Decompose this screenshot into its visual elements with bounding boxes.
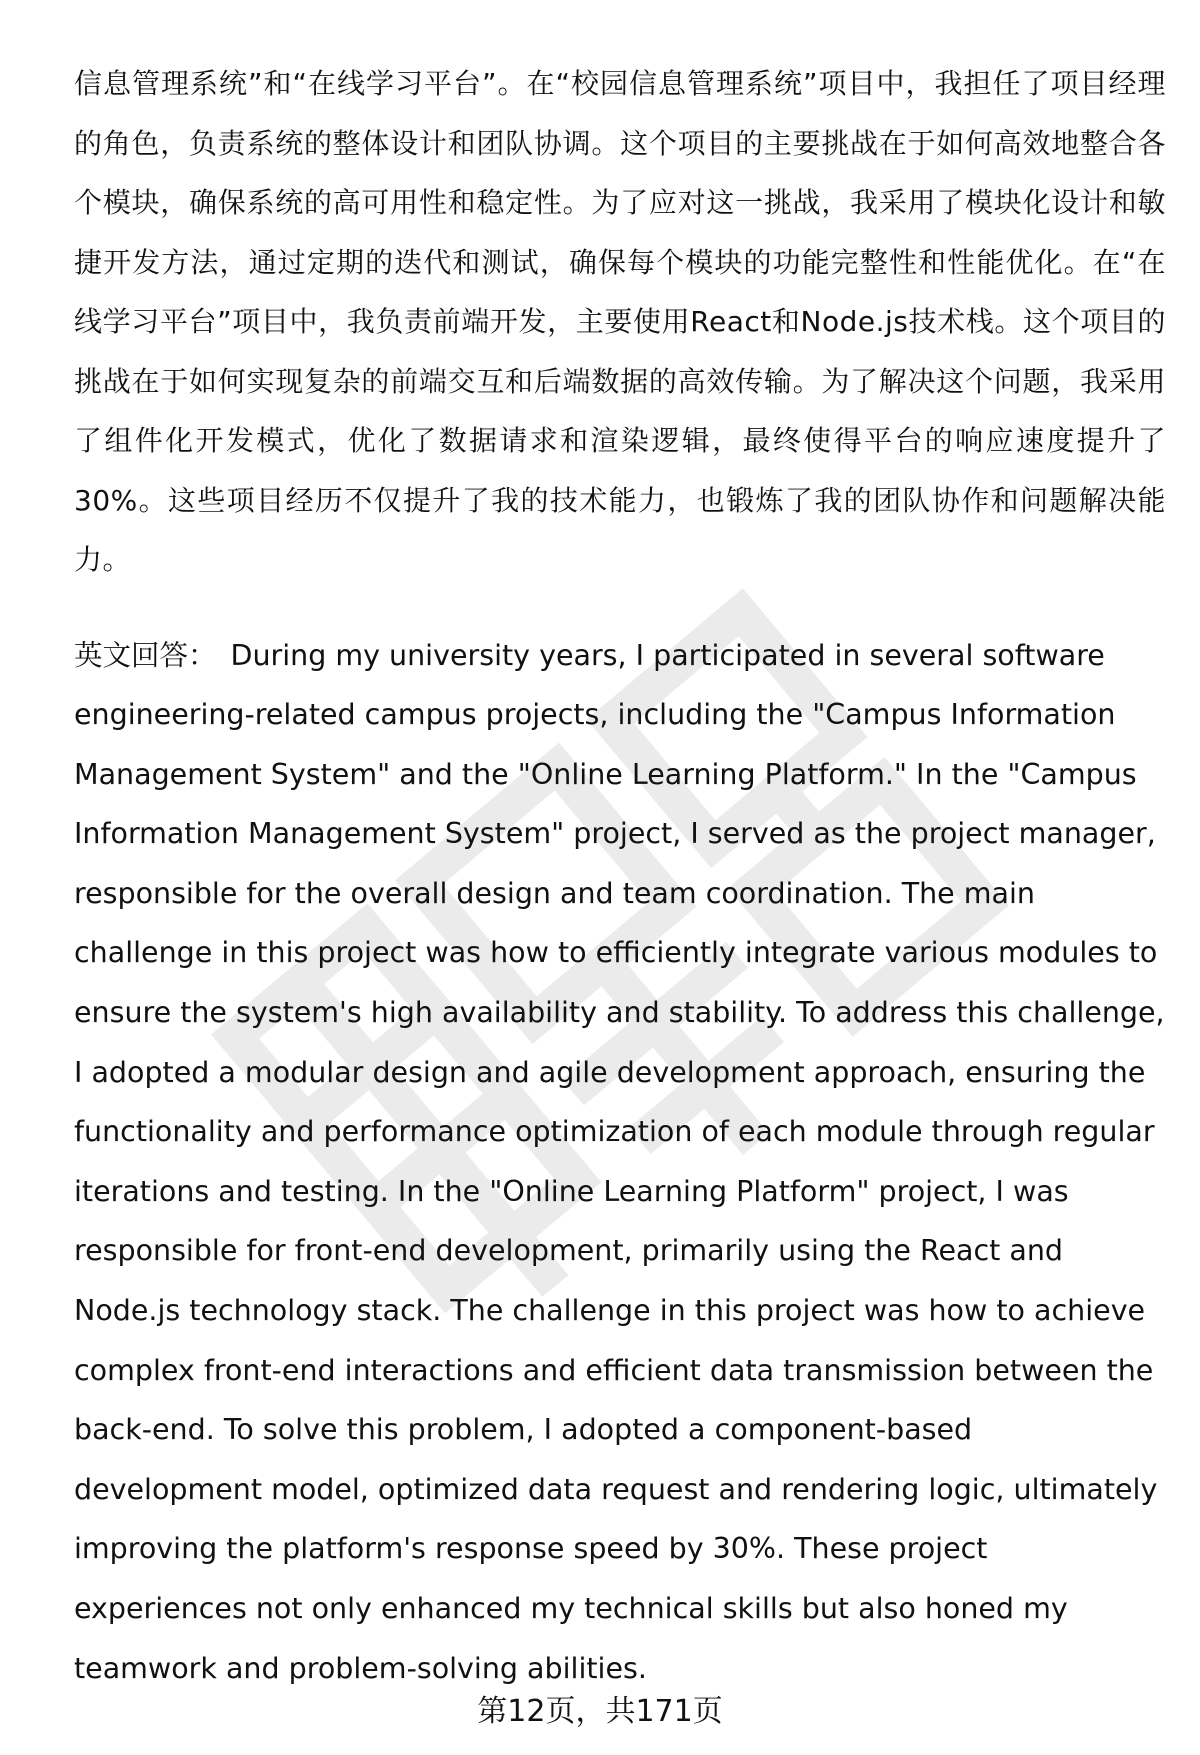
page-number-footer: 第12页，共171页 [477,1694,723,1729]
chinese-answer-paragraph: 信息管理系统”和“在线学习平台”。在“校园信息管理系统”项目中，我担任了项目经理的角色，负责系统的整体设计和团队协调。这个项目的主要挑战在于如何高效地整合各个模块，确保系统的高可用性和稳定性。为了应对这一挑战，我采用了模块化设计和敏捷开发方法，通过定期的迭代和测试，确保每个模块的功能完整性和性能优化。在“在线学习平台”项目中，我负责前端开发，主要使用React和Node.js技术栈。这个项目的挑战在于如何实现复杂的前端交互和后端数据的高效传输。为了解决这个问题，我采用了组件化开发模式，优化了数据请求和渲染逻辑，最终使得平台的响应速度提升了30%。这些项目经历不仅提升了我的技术能力，也锻炼了我的团队协作和问题解决能力。 [74,67,1166,576]
document-body [74,54,1166,1698]
english-answer-label: 英文回答： [74,638,217,672]
english-answer-paragraph [74,626,1166,1699]
english-answer-text: During my university years, I participated in several software engineering-related campus projects, including the "Campus Information Management System" and the "Online Learning Platform." In the "Campus Information Management System" project, I served as the project manager, responsible for the overall design and team coordination. The main challenge in this project was how to efficiently integrate various modules to ensure the system's high availability and stability. To address this challenge, I adopted a modular design and agile development approach, ensuring the functionality and performance optimization of each module through regular iterations and testing. In the "Online Learning Platform" project, I was responsible for front-end development, primarily using the React and Node.js technology stack. The challenge in this project was how to achieve complex front-end interactions and efficient data transmission between the back-end. To solve this problem, I adopted a component-based development model, optimized data request and rendering logic, ultimately improving the platform's response speed by 30%. These project experiences not only enhanced my technical skills but also honed my teamwork and problem-solving abilities. [74,638,1165,1685]
